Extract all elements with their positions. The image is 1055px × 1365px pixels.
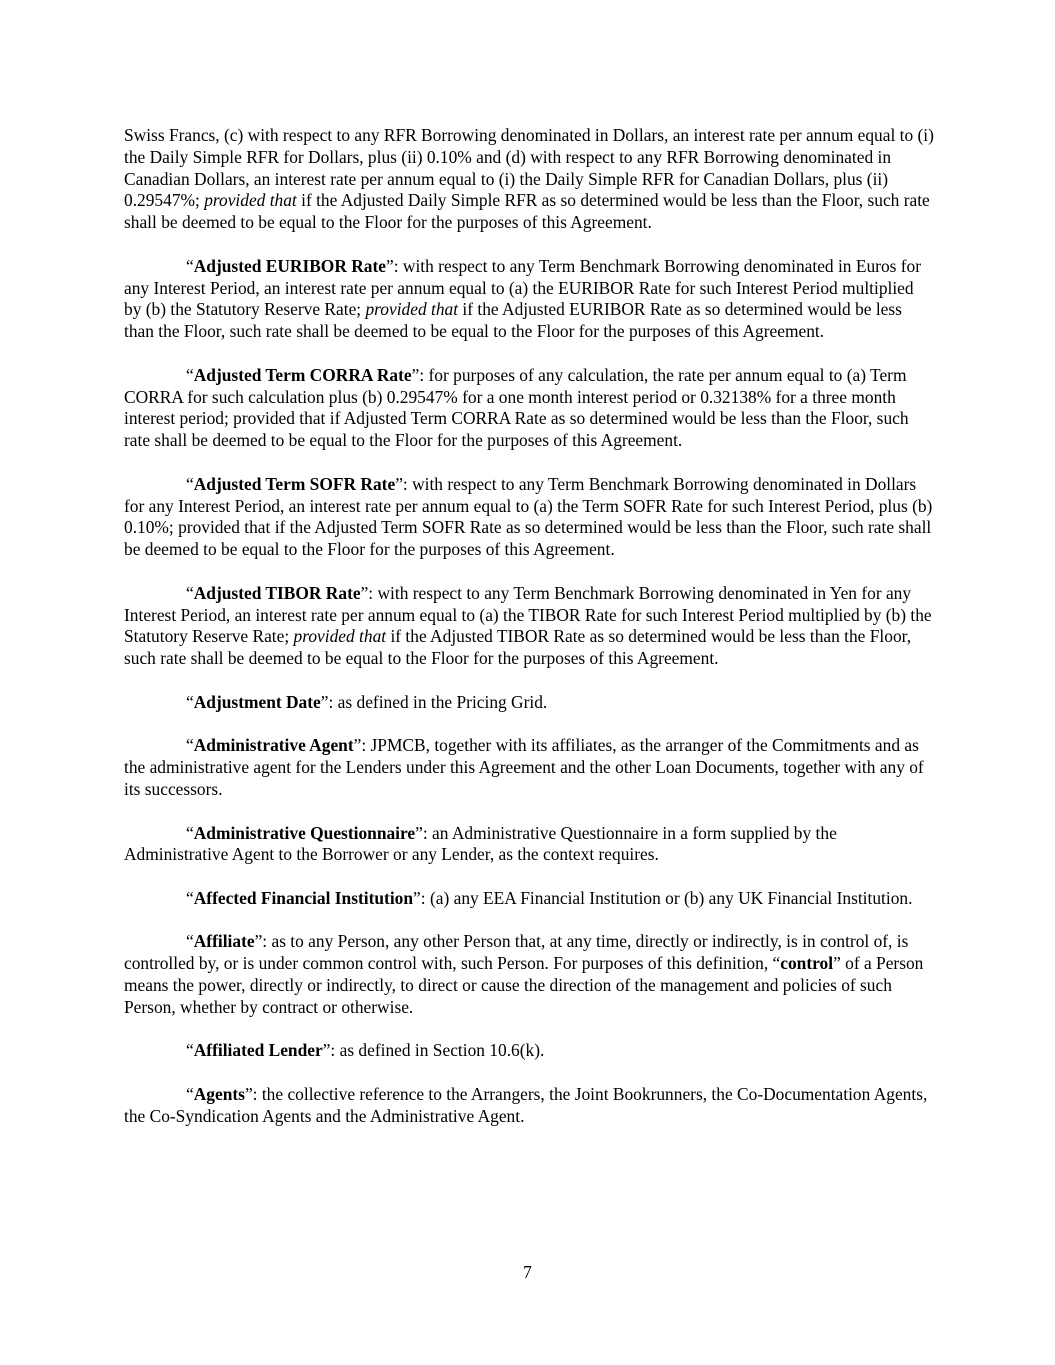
italic-phrase: provided that [293, 626, 387, 647]
paragraph-text: ”: as defined in the Pricing Grid. [320, 691, 548, 712]
italic-phrase: provided that [204, 190, 297, 211]
defined-term: Adjusted EURIBOR Rate [193, 255, 387, 276]
definition-paragraph [124, 256, 934, 343]
paragraph-text: ”: (a) any EEA Financial Institution or (b) any UK Financial Institution. [413, 887, 913, 908]
paragraph-text: if the Adjusted Daily Simple RFR as so determined would be less than the Floor, such rate shall be deemed to be equal to the Floor for the purposes of this Agreement. [124, 190, 930, 233]
document-body [124, 125, 934, 1149]
paragraph-text: ”: as defined in Section 10.6(k). [322, 1040, 545, 1061]
paragraph-text: “ [186, 1084, 194, 1105]
defined-term: Administrative Agent [193, 735, 354, 756]
definition-paragraph [124, 474, 934, 561]
paragraph-text: “ [186, 364, 194, 385]
paragraph-text: “ [186, 255, 194, 276]
paragraph-text: ”: with respect to any Term Benchmark Borrowing denominated in Dollars for any Interest Period, an interest rate per annum equal to (a) the Term SOFR Rate for such Interest Period, plus (b) 0.10%; provided that if the Adjusted Term SOFR Rate as so determined would be less than the Floor, such rate shall be deemed to be equal to the Floor for the purposes of this Agreement. [124, 473, 933, 560]
defined-term: Adjusted TIBOR Rate [193, 582, 361, 603]
paragraph-text: “ [186, 887, 194, 908]
definition-paragraph [124, 692, 934, 714]
defined-term: Affiliate [193, 931, 255, 952]
defined-term: Adjusted Term CORRA Rate [193, 364, 412, 385]
paragraph-text: ”: with respect to any Term Benchmark Borrowing denominated in Yen for any Interest Period, an interest rate per annum equal to (a) the TIBOR Rate for such Interest Period multiplied by (b) the Statutory Reserve Rate; [124, 582, 932, 647]
definition-paragraph [124, 823, 934, 867]
defined-term: Adjustment Date [193, 691, 321, 712]
definition-paragraph [124, 1040, 934, 1062]
paragraph-text: ”: as to any Person, any other Person that, at any time, directly or indirectly, is in control of, is controlled by, or is under common control with, such Person. For purposes of this definition, “ [124, 931, 909, 974]
paragraph-text: “ [186, 931, 194, 952]
defined-term: Adjusted Term SOFR Rate [193, 473, 396, 494]
definition-paragraph [124, 1084, 934, 1128]
paragraph-text: ” of a Person means the power, directly or indirectly, to direct or cause the direction of the management and policies of such Person, whether by contract or otherwise. [124, 953, 924, 1017]
paragraph-text: “ [186, 582, 194, 603]
paragraph-text: “ [186, 822, 194, 843]
paragraph-text: “ [186, 691, 194, 712]
definition-paragraph [124, 931, 934, 1018]
definition-paragraph [124, 735, 934, 800]
paragraph-text: Swiss Francs, (c) with respect to any RFR Borrowing denominated in Dollars, an interest rate per annum equal to (i) the Daily Simple RFR for Dollars, plus (ii) 0.10% and (d) with respect to any RFR Borrowing denominated in Canadian Dollars, an interest rate per annum equal to (i) the Daily Simple RFR for Canadian Dollars, plus (ii) 0.29547%; [124, 125, 934, 211]
defined-term: Agents [193, 1084, 245, 1105]
defined-term: Affected Financial Institution [193, 887, 414, 908]
paragraph-text: if the Adjusted EURIBOR Rate as so determined would be less than the Floor, such rate shall be deemed to be equal to the Floor for the purposes of this Agreement. [124, 299, 902, 342]
page-number: 7 [523, 1262, 532, 1282]
italic-phrase: provided that [365, 299, 459, 320]
paragraph-text: ”: with respect to any Term Benchmark Borrowing denominated in Euros for any Interest Period, an interest rate per annum equal to (a) the EURIBOR Rate for such Interest Period multiplied by (b) the Statutory Reserve Rate; [124, 255, 922, 320]
definition-paragraph [124, 583, 934, 670]
paragraph-text: ”: for purposes of any calculation, the rate per annum equal to (a) Term CORRA for such calculation plus (b) 0.29547% for a one month interest period or 0.32138% for a three month interest period; provided that if Adjusted Term CORRA Rate as so determined would be less than the Floor, such rate shall be deemed to be equal to the Floor for the purposes of this Agreement. [124, 364, 909, 451]
continued-paragraph [124, 125, 934, 234]
paragraph-text: if the Adjusted TIBOR Rate as so determined would be less than the Floor, such rate shall be deemed to be equal to the Floor for the purposes of this Agreement. [124, 626, 912, 669]
definition-paragraph [124, 365, 934, 452]
paragraph-text: ”: an Administrative Questionnaire in a form supplied by the Administrative Agent to the Borrower or any Lender, as the context requires. [124, 822, 837, 865]
paragraph-text: “ [186, 1040, 194, 1061]
paragraph-text: “ [186, 735, 194, 756]
paragraph-text: “ [186, 473, 194, 494]
defined-term: Administrative Questionnaire [193, 822, 416, 843]
paragraph-text: ”: JPMCB, together with its affiliates, as the arranger of the Commitments and as the administrative agent for the Lenders under this Agreement and the other Loan Documents, together with any of its successors. [124, 735, 924, 799]
defined-term: Affiliated Lender [193, 1040, 323, 1061]
defined-term: control [780, 953, 834, 974]
paragraph-text: ”: the collective reference to the Arrangers, the Joint Bookrunners, the Co-Documentation Agents, the Co-Syndication Agents and the Administrative Agent. [124, 1084, 928, 1126]
definition-paragraph [124, 888, 934, 910]
